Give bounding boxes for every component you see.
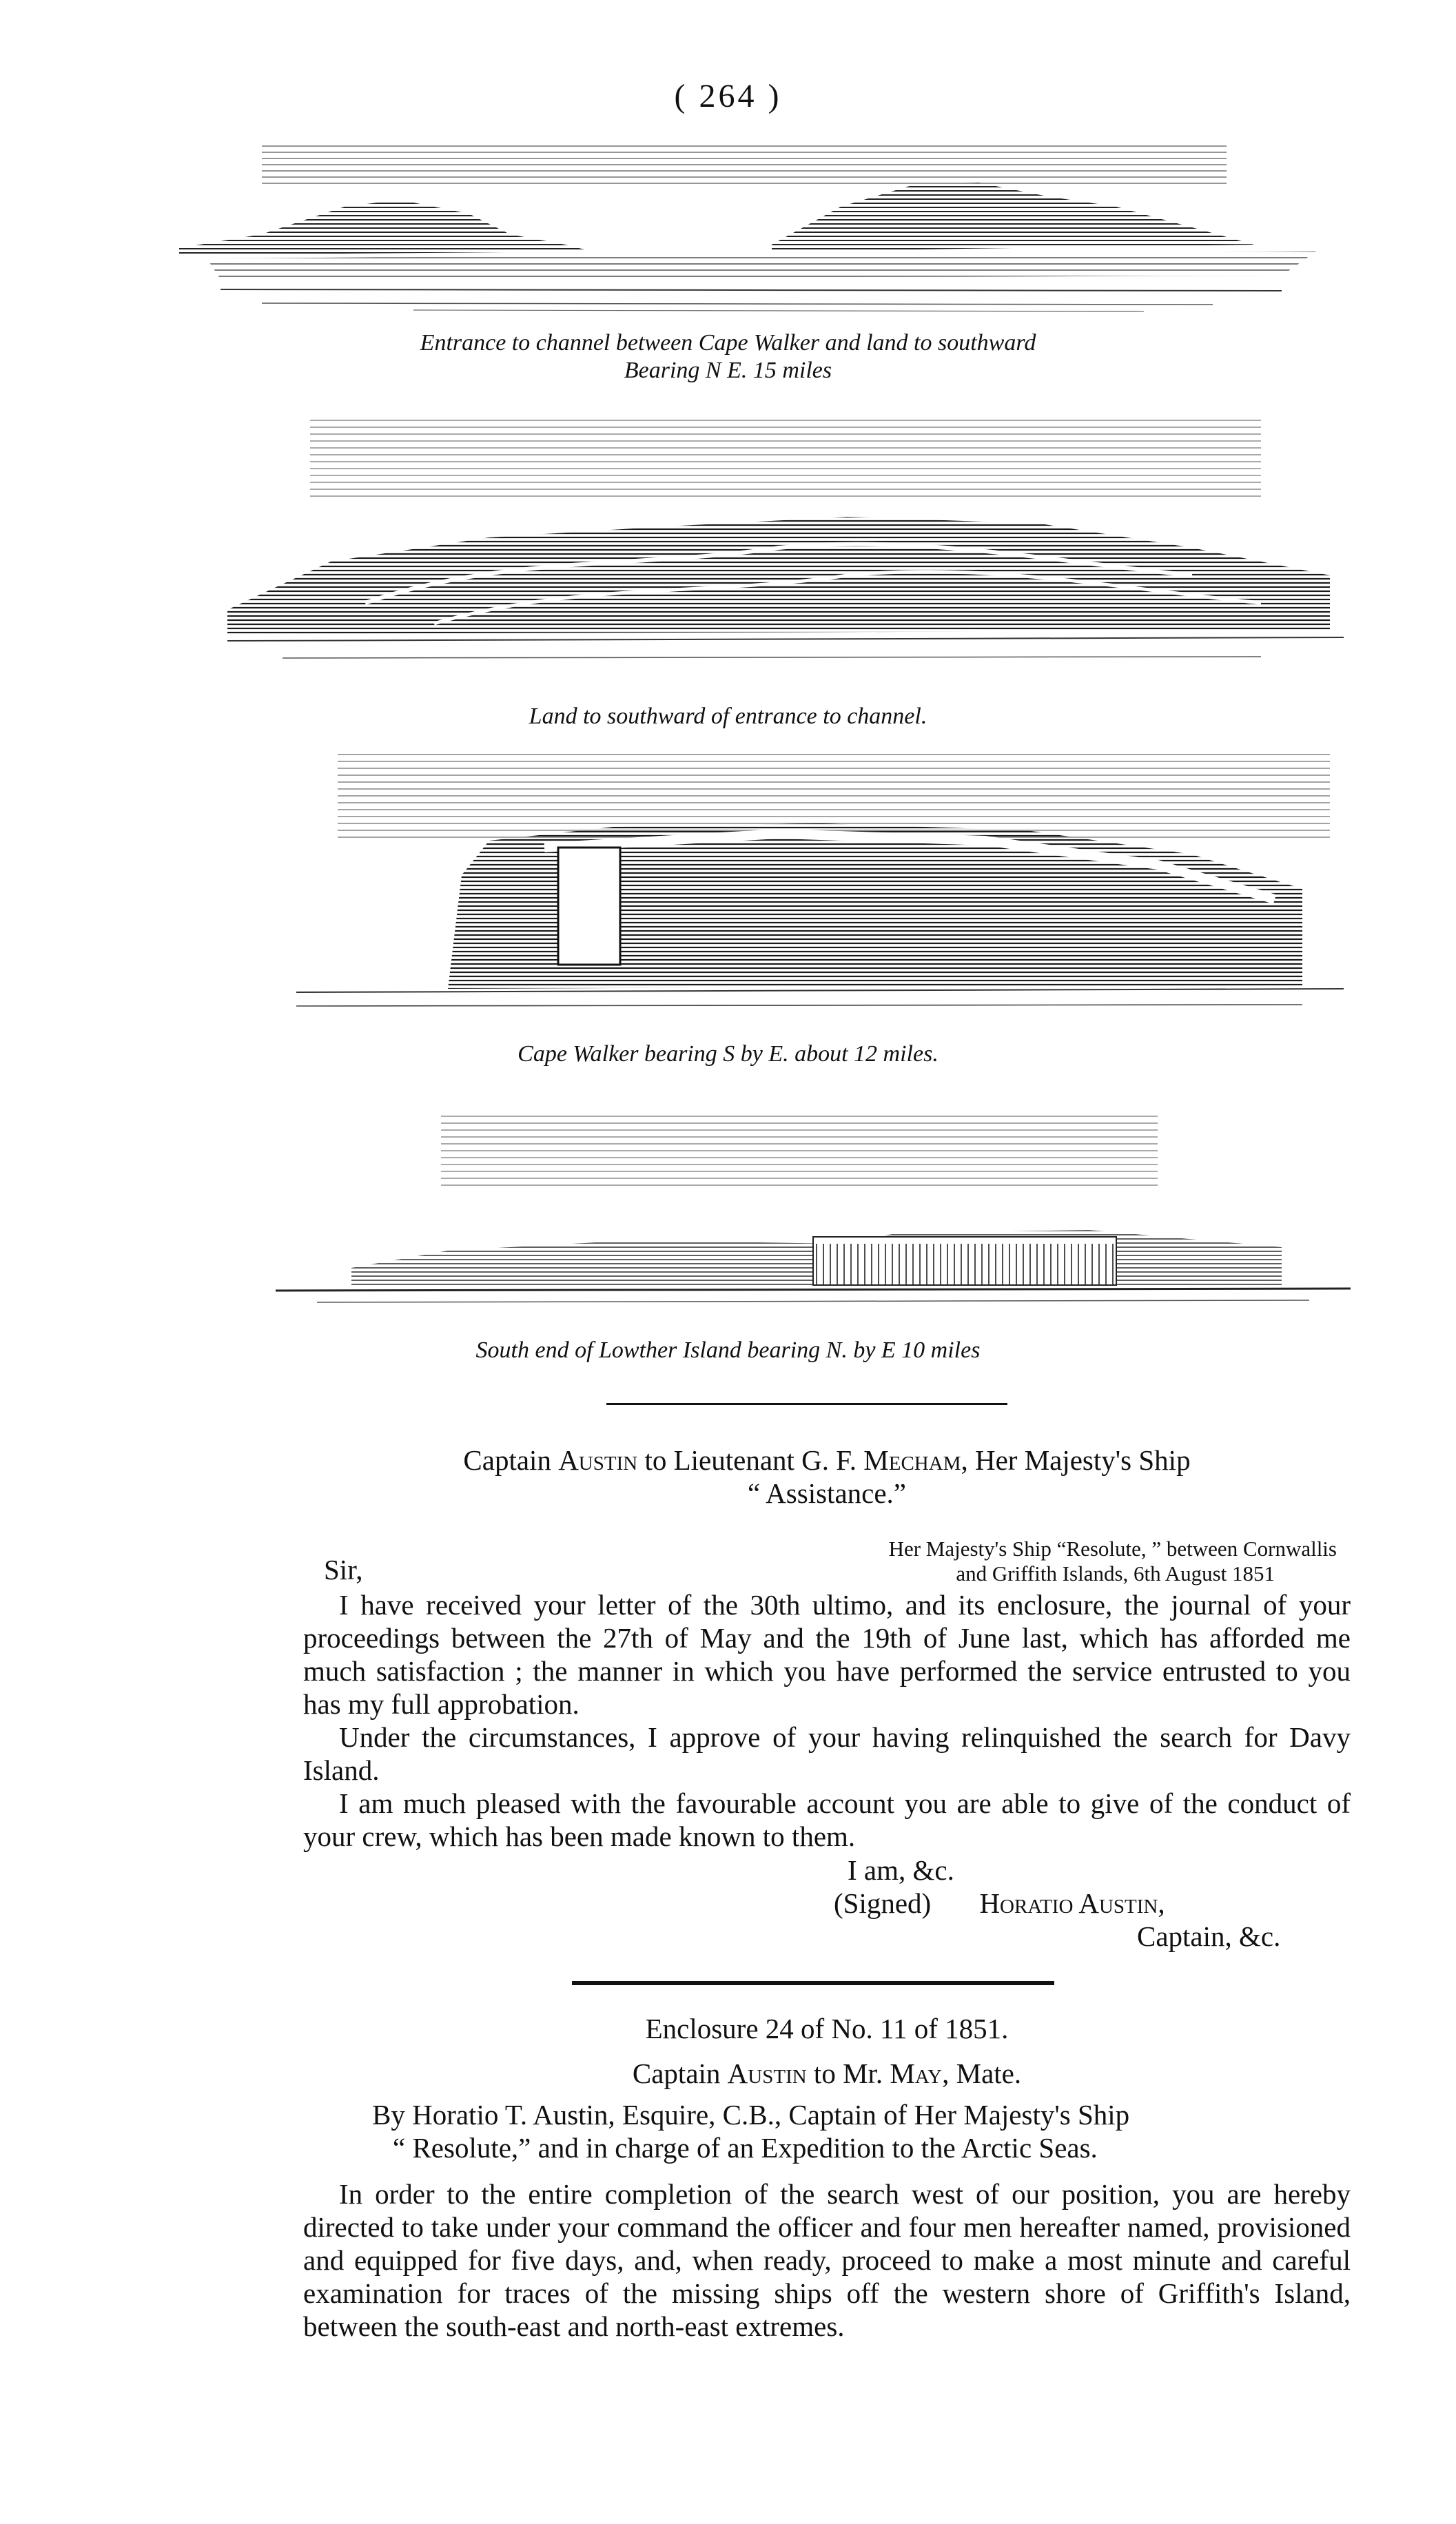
signed-label: (Signed) xyxy=(834,1887,932,1919)
landscape-engraving-3 xyxy=(296,751,1357,1027)
heading-name: Austin xyxy=(558,1444,638,1476)
paragraph: I am much pleased with the favourable account you are able to give of the conduct of your crew, which has been made known to them. xyxy=(303,1787,1351,1852)
landscape-engraving-4 xyxy=(276,1113,1364,1320)
paragraph: I have received your letter of the 30th ultimo, and its enclosure, the journal of your proceedings between the 27th of May and the 19th of June last, which has afforded me much satisfaction ; the manner in which you have performed the service entrusted to you has my full approbation. xyxy=(303,1589,1351,1720)
enclosure-heading xyxy=(303,2057,1351,2090)
page-number: ( 264 ) xyxy=(674,78,782,114)
plate-caption-2 xyxy=(0,703,1456,730)
plate-caption-4 xyxy=(0,1337,1456,1364)
enclosure-byline xyxy=(303,2098,1351,2164)
heading-text: Captain xyxy=(463,1444,559,1476)
paragraph: In order to the entire completion of the search west of our position, you are hereby directed to take under your command the officer and four men hereafter named, provisioned and equipped for five days, and, when ready, proceed to make a most minute and careful examination for traces of the missing ships off the western shore of Griffith's Island, between the south-east and north-east extremes. xyxy=(303,2178,1351,2342)
letter1-body xyxy=(303,1588,1351,1853)
landscape-engraving-1 xyxy=(179,131,1351,338)
engraving-land-southward xyxy=(227,403,1357,692)
enclosure-title: Enclosure 24 of No. 11 of 1851. xyxy=(645,2013,1009,2044)
letter1-header-block xyxy=(303,1537,1351,1586)
caption-line: Entrance to channel between Cape Walker and land to southward xyxy=(420,330,1036,356)
plate-caption-1 xyxy=(0,329,1456,384)
caption-line: Cape Walker bearing S by E. about 12 miles. xyxy=(517,1041,939,1067)
section-divider xyxy=(572,1981,1054,1985)
byline-1: By Horatio T. Austin, Esquire, C.B., Captain of Her Majesty's Ship xyxy=(372,2099,1130,2131)
heading-text: to Mr. xyxy=(806,2058,890,2089)
byline-2: “ Resolute,” and in charge of an Expedition to the Arctic Seas. xyxy=(393,2132,1098,2164)
heading-text: to Lieutenant G. F. xyxy=(637,1444,864,1476)
signature-line xyxy=(303,1887,1351,1920)
engraving-lowther-island xyxy=(276,1113,1364,1320)
caption-line: Bearing N E. 15 miles xyxy=(624,358,832,383)
heading-name: Mecham xyxy=(863,1444,961,1476)
engraving-cape-walker xyxy=(296,751,1357,1027)
section-divider xyxy=(606,1403,1007,1405)
signer-name: Horatio Austin, xyxy=(979,1887,1165,1919)
signer-title: Captain, &c. xyxy=(1137,1920,1281,1952)
landscape-engraving-2 xyxy=(227,403,1357,692)
dateline-1: Her Majesty's Ship “Resolute, ” between Cornwallis xyxy=(888,1537,1337,1561)
heading-text: , Mate. xyxy=(942,2058,1022,2089)
engraving-cape-walker-entrance xyxy=(179,131,1351,338)
caption-line: South end of Lowther Island bearing N. by E 10 miles xyxy=(475,1337,981,1363)
dateline xyxy=(303,1537,1351,1586)
plate-caption-3 xyxy=(0,1040,1456,1068)
heading-text: Captain xyxy=(632,2058,728,2089)
heading-name: May xyxy=(890,2058,943,2089)
salutation: Sir, xyxy=(324,1554,363,1586)
dateline-2: and Griffith Islands, 6th August 1851 xyxy=(956,1561,1275,1586)
heading-text: , Her Majesty's Ship xyxy=(961,1444,1191,1476)
letter1-heading xyxy=(303,1444,1351,1510)
paragraph: Under the circumstances, I approve of your having relinquished the search for Davy Island. xyxy=(303,1721,1351,1786)
caption-line: Land to southward of entrance to channel. xyxy=(529,704,927,729)
closing: I am, &c. xyxy=(848,1854,954,1886)
letter1-closing xyxy=(303,1854,1351,1953)
heading-name: Austin xyxy=(727,2058,807,2089)
enclosure-body xyxy=(303,2177,1351,2343)
heading-text: “ Assistance.” xyxy=(748,1477,906,1509)
